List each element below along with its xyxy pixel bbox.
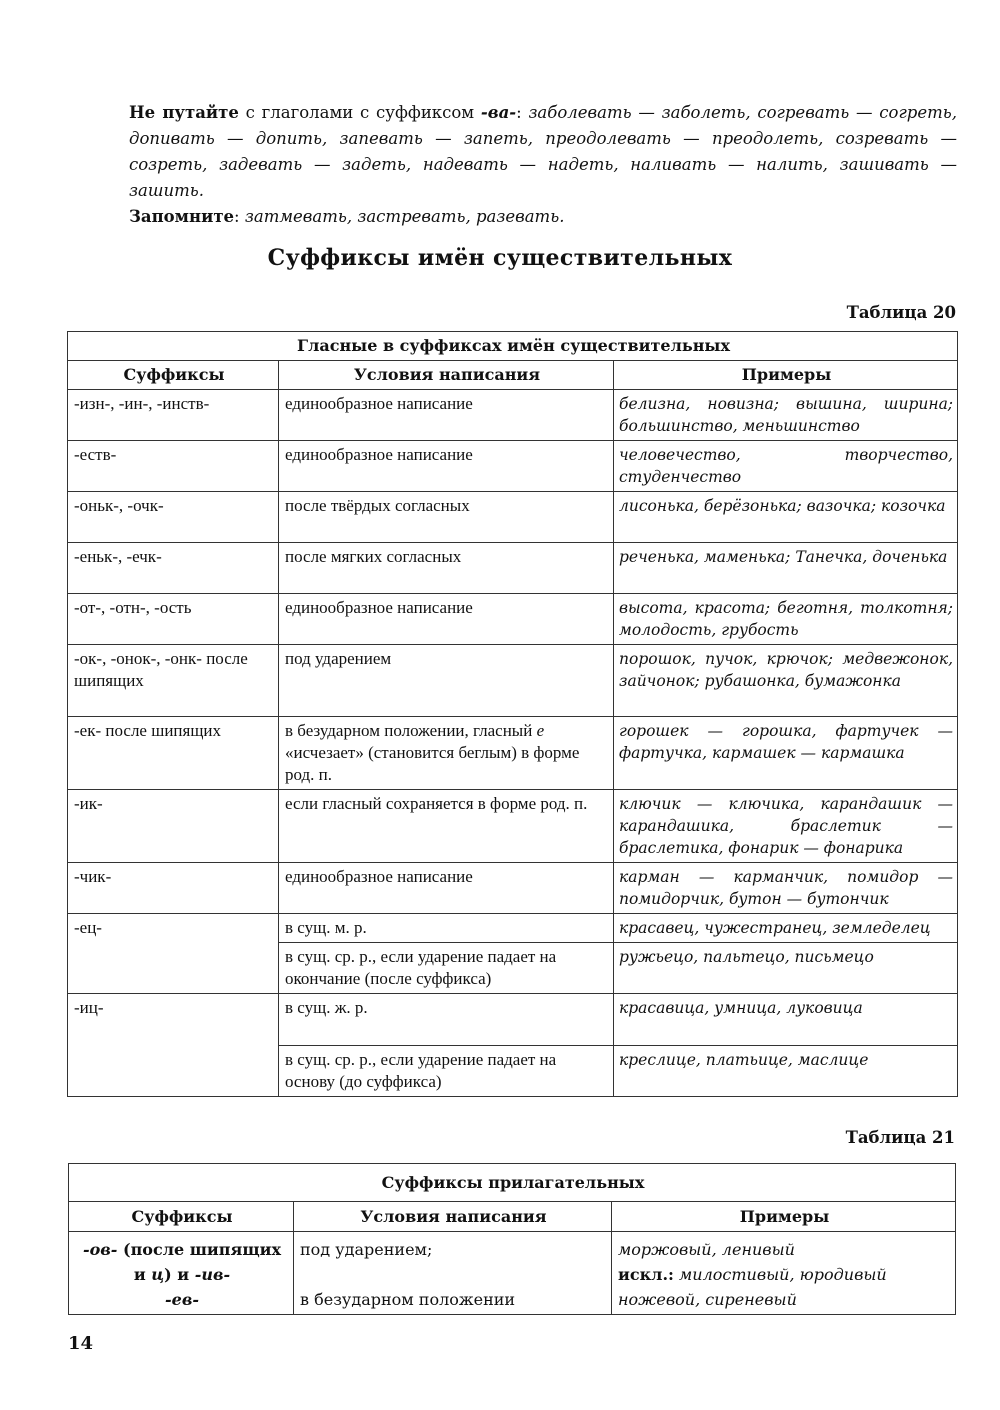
examples-unstressed: ножевой, сиреневый [618,1290,797,1309]
remember-label: Запомните [129,207,235,226]
table-20-caption: Гласные в суффиксах имён существительных [68,332,958,361]
suffix-cell: -от-, -отн-, -ость [68,594,279,645]
condition-text: в безударном положении, гласный [285,721,537,740]
table-row [68,543,958,594]
suffix-note: (после шипящих и [117,1240,282,1284]
condition-cell: в сущ. ср. р., если ударение падает на основу (до суффикса) [279,1046,614,1097]
table-20-header-examples: Примеры [614,361,958,390]
examples-cell: красавица, умница, луковица [614,994,958,1046]
condition-cell: единообразное написание [279,390,614,441]
condition-cell [294,1232,612,1315]
examples-cell: креслице, платьице, маслице [614,1046,958,1097]
condition-cell: под ударением [279,645,614,717]
suffix-cell: -ик- [68,790,279,863]
examples-cell: лисонька, берёзонька; вазочка; козочка [614,492,958,543]
intro-colon-2: : [234,207,245,226]
suffix-cell: -изн-, -ин-, -инств- [68,390,279,441]
intro-text [67,100,957,230]
condition-stressed: под ударением; [300,1240,433,1259]
condition-cell: единообразное написание [279,441,614,492]
examples-cell: реченька, маменька; Танечка, доченька [614,543,958,594]
table-row [68,994,958,1046]
examples-cell: человечество, творчество, студенчество [614,441,958,492]
condition-cell: в сущ. ср. р., если ударение падает на окончание (после суффикса) [279,943,614,994]
table-row [68,492,958,543]
vowel-e: е [536,721,545,740]
suffix-cell: -ок-, -онок-, -онк- после шипящих [68,645,279,717]
suffix-cell [69,1232,294,1315]
table-row [68,645,958,717]
table-21-header-examples: Примеры [612,1202,956,1232]
table-row [69,1232,956,1315]
examples-stressed: моржовый, ленивый [618,1240,795,1259]
condition-cell [279,717,614,790]
table-row [68,441,958,492]
intro-colon: : [516,103,529,122]
condition-cell: в сущ. м. р. [279,914,614,943]
suffix-ev: -ев- [165,1290,199,1309]
condition-cell: единообразное написание [279,863,614,914]
examples-cell: горошек — горошка, фартучек — фартучка, кармашек — кармашка [614,717,958,790]
intro-paragraph-1 [67,100,957,204]
condition-cell: после мягких согласных [279,543,614,594]
suffix-and: ) и [164,1265,195,1284]
intro-text-span: с глаголами с суффиксом [238,103,481,122]
table-21-header-conditions: Условия написания [294,1202,612,1232]
examples-cell: ключик — ключика, карандашик — карандашика, браслетик — браслетика, фонарик — фонарика [614,790,958,863]
condition-cell: после твёрдых согласных [279,492,614,543]
examples-cell: ружьецо, пальтецо, письмецо [614,943,958,994]
table-row [68,914,958,943]
suffix-cell: -оньк-, -очк- [68,492,279,543]
suffix-cell: -ек- после шипящих [68,717,279,790]
suffix-cell: -еств- [68,441,279,492]
letter-ts: ц [151,1265,165,1284]
suffix-cell: -ец- [68,914,279,994]
table-20-header-conditions: Условия написания [279,361,614,390]
condition-cell: если гласный сохраняется в форме род. п. [279,790,614,863]
table-20-label: Таблица 20 [846,303,956,322]
suffix-va: -ва- [480,103,517,122]
condition-cell: в сущ. ж. р. [279,994,614,1046]
suffix-cell: -еньк-, -ечк- [68,543,279,594]
examples-cell [612,1232,956,1315]
examples-cell: красавец, чужестранец, земледелец [614,914,958,943]
table-21 [68,1163,956,1315]
intro-examples: заболевать — заболеть, согревать — согреть, допивать — допить, запевать — запеть, преодолевать — преодолеть, созревать — созреть, задевать — задеть, надевать — надеть, наливать — налить, зашивать — зашить. [129,103,957,200]
condition-text: «исчезает» (становится беглым) в форме род. п. [285,743,580,784]
suffix-cell: -иц- [68,994,279,1097]
examples-cell: карман — карманчик, помидор — помидорчик, бутон — бутончик [614,863,958,914]
table-row [68,594,958,645]
condition-unstressed: в безударном положении [300,1290,516,1309]
suffix-ov: -ов- [82,1240,118,1259]
table-21-header-suffixes: Суффиксы [69,1202,294,1232]
table-20 [67,331,958,1097]
page-number: 14 [68,1333,94,1354]
examples-cell: белизна, новизна; вышина, ширина; большинство, меньшинство [614,390,958,441]
examples-cell: высота, красота; беготня, толкотня; молодость, грубость [614,594,958,645]
table-row [68,717,958,790]
exception-label: искл.: [618,1265,674,1284]
section-title: Суффиксы имён существительных [267,245,733,271]
examples-cell: порошок, пучок, крючок; медвежонок, зайчонок; рубашонка, бумажонка [614,645,958,717]
exceptions-line [618,1262,951,1287]
table-row [68,790,958,863]
exception-examples: милостивый, юродивый [673,1265,887,1284]
remember-examples: затмевать, застревать, разевать. [244,207,565,226]
condition-cell: единообразное написание [279,594,614,645]
suffix-cell: -чик- [68,863,279,914]
table-20-header-suffixes: Суффиксы [68,361,279,390]
warning-label: Не путайте [129,103,239,122]
table-row [68,390,958,441]
intro-paragraph-2 [67,204,957,230]
table-21-caption: Суффиксы прилагательных [69,1164,956,1202]
table-row [68,863,958,914]
suffix-iv: -ив- [194,1265,231,1284]
table-21-label: Таблица 21 [845,1128,955,1147]
